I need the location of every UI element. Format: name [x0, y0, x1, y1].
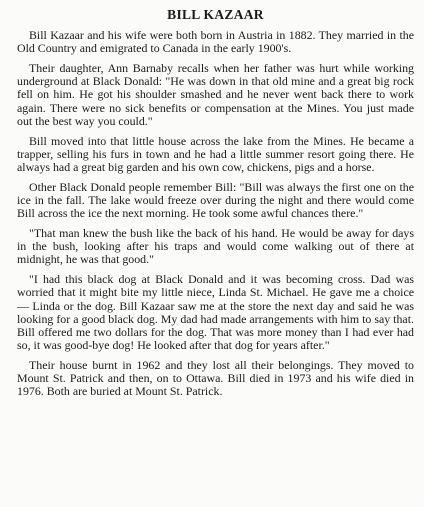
paragraph-origins: Bill Kazaar and his wife were both born in Austria in 1882. They married in the Old Country and emigrated to Canada in the early 1900's. [17, 28, 414, 56]
paragraph-trapper: Bill moved into that little house across the lake from the Mines. He became a trapper, selling his furs in town and he had a little summer resort going there. He always had a great big garden and his own cow, chickens, pigs and a horse. [17, 133, 414, 175]
page-title: BILL KAZAAR [167, 7, 264, 22]
paragraph-ice: Other Black Donald people remember Bill: "Bill was always the first one on the ice in the fall. The lake would freeze over during the night and there would come Bill across the ice the next morning. He took some awful chances there." [17, 179, 414, 221]
paragraph-mine-injury: Their daughter, Ann Barnaby recalls when her father was hurt while working underground at Black Donald: "He was down in that old mine and a great big rock fell on him. He got his shoulder smashed and he never went back there to work again. There were no sick benefits or compensation at the Mines. You just made out the best way you could." [17, 61, 414, 128]
paragraph-black-dog: "I had this black dog at Black Donald and it was becoming cross. Dad was worried that it might bite my little niece, Linda St. Michael. He gave me a choice — Linda or the dog. Bill Kazaar saw me at the store the next day and said he was looking for a good black dog. My dad had made arrangements with him to say that. Bill offered me two dollars for the dog. That was more money than I had ever had so, it was good-bye dog! He looked after that dog for years after." [17, 272, 414, 353]
paragraph-bush: "That man knew the bush like the back of his hand. He would be away for days in the bush, looking after his traps and would come walking out of there at midnight, he was that good." [17, 226, 414, 267]
paragraph-house-burnt: Their house burnt in 1962 and they lost all their belongings. They moved to Mount St. Patrick and then, on to Ottawa. Bill died in 1973 and his wife died in 1976. Both are buried at Mount St. Patrick. [17, 358, 414, 399]
